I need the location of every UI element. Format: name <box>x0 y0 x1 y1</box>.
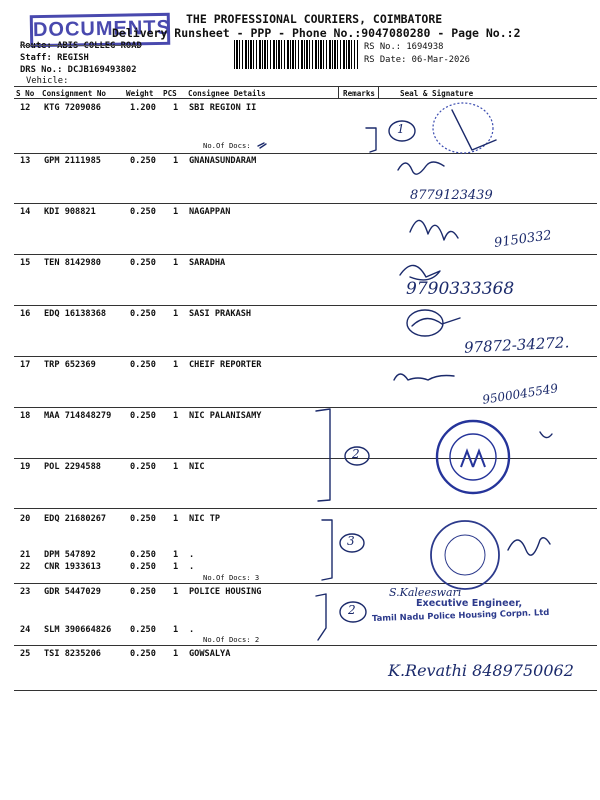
row-sno: 12 <box>20 103 31 113</box>
col-pcs: PCS <box>163 89 177 98</box>
signature-stroke <box>452 110 496 150</box>
row-consignment: EDQ 21680267 <box>44 514 107 524</box>
row-consignment: TSI 8235206 <box>44 649 101 659</box>
tick-mark <box>258 143 266 148</box>
row-consignee: NIC PALANISAMY <box>189 411 262 421</box>
signature-name: S.Kaleeswari <box>389 586 462 599</box>
row-weight: 0.250 <box>130 156 156 166</box>
row-consignee: . <box>189 550 195 560</box>
nic-seal-outer <box>437 421 509 493</box>
nic-seal-inner <box>450 434 496 480</box>
col-remarks: Remarks <box>343 89 376 98</box>
row-weight: 0.250 <box>130 562 156 572</box>
phone-handwritten: 9790333368 <box>406 279 515 299</box>
signature-stroke <box>412 318 460 326</box>
row-consignee: GNANASUNDARAM <box>189 156 257 166</box>
remark-brace <box>322 520 332 580</box>
runsheet-title: Delivery Runsheet - PPP - Phone No.:9047080280 - Page No.:2 <box>112 26 521 40</box>
row-consignment: TEN 8142980 <box>44 258 101 268</box>
remark-number: 1 <box>397 122 405 136</box>
row-docs: No.Of Docs: 2 <box>203 635 260 644</box>
police-stamp-line2: Tamil Nadu Police Housing Corpn. Ltd <box>371 606 550 624</box>
row-weight: 0.250 <box>130 462 156 472</box>
remark-number: 2 <box>352 447 360 461</box>
col-consignee: Consignee Details <box>188 89 266 98</box>
row-weight: 0.250 <box>130 207 156 217</box>
row-consignee: GOWSALYA <box>189 649 231 659</box>
row-consignment: MAA 714848279 <box>44 411 112 421</box>
row-sno: 14 <box>20 207 31 217</box>
remark-number: 3 <box>347 534 355 548</box>
remark-number: 2 <box>348 603 356 617</box>
signature-loop <box>407 310 443 336</box>
row-pcs: 1 <box>173 258 179 268</box>
col-consignment: Consignment No <box>42 89 107 98</box>
row-consignment: GDR 5447029 <box>44 587 101 597</box>
row-docs: No.Of Docs: <box>203 141 251 150</box>
documents-stamp: DOCUMENTS <box>30 13 171 47</box>
signature-stroke <box>410 220 458 240</box>
row-sno: 16 <box>20 309 31 319</box>
signature-stroke <box>540 432 552 438</box>
nic-small-seal-inner <box>445 535 485 575</box>
row-consignment: CNR 1933613 <box>44 562 101 572</box>
row-consignee: CHEIF REPORTER <box>189 360 262 370</box>
row-consignment: KDI 908821 <box>44 207 96 217</box>
phone-handwritten: 97872-34272. <box>463 333 570 357</box>
row-sno: 13 <box>20 156 31 166</box>
row-consignment: POL 2294588 <box>44 462 101 472</box>
row-sno: 21 <box>20 550 31 560</box>
row-pcs: 1 <box>173 514 179 524</box>
row-consignment: KTG 7209086 <box>44 103 101 113</box>
row-pcs: 1 <box>173 207 179 217</box>
nic-seal-emblem <box>461 451 485 467</box>
row-pcs: 1 <box>173 562 179 572</box>
row-consignee: NAGAPPAN <box>189 207 231 217</box>
col-weight: Weight <box>126 89 154 98</box>
row-sno: 19 <box>20 462 31 472</box>
signature-stroke <box>394 374 454 380</box>
phone-handwritten: 9500045549 <box>481 381 559 407</box>
row-sno: 15 <box>20 258 31 268</box>
row-weight: 0.250 <box>130 550 156 560</box>
row-docs: No.Of Docs: 3 <box>203 573 260 582</box>
signature-stroke <box>508 538 550 555</box>
row-consignment: EDQ 16138368 <box>44 309 107 319</box>
drs-number: DRS No.: DCJB169493802 <box>20 65 137 75</box>
row-sno: 20 <box>20 514 31 524</box>
row-consignee: SBI REGION II <box>189 103 257 113</box>
row-pcs: 1 <box>173 649 179 659</box>
vehicle-label: Vehicle: <box>26 76 69 86</box>
col-sno: S No <box>16 89 35 98</box>
row-consignee: NIC <box>189 462 205 472</box>
signature-stroke <box>400 265 440 279</box>
row-consignee: NIC TP <box>189 514 221 524</box>
row-consignment: TRP 652369 <box>44 360 96 370</box>
row-consignment: SLM 390664826 <box>44 625 112 635</box>
remark-brace <box>316 409 330 501</box>
row-sno: 17 <box>20 360 31 370</box>
row-consignee: SARADHA <box>189 258 226 268</box>
phone-handwritten: 9150332 <box>493 228 553 251</box>
remark-brace <box>366 128 376 152</box>
row-weight: 0.250 <box>130 309 156 319</box>
row-weight: 0.250 <box>130 514 156 524</box>
row-pcs: 1 <box>173 309 179 319</box>
row-pcs: 1 <box>173 411 179 421</box>
row-weight: 0.250 <box>130 649 156 659</box>
row-consignee: . <box>189 625 195 635</box>
police-stamp-line1: Executive Engineer, <box>416 598 523 609</box>
row-pcs: 1 <box>173 587 179 597</box>
row-sno: 23 <box>20 587 31 597</box>
row-weight: 0.250 <box>130 587 156 597</box>
row-consignment: DPM 547892 <box>44 550 96 560</box>
rs-date: RS Date: 06-Mar-2026 <box>364 55 470 65</box>
row-pcs: 1 <box>173 625 179 635</box>
row-weight: 0.250 <box>130 360 156 370</box>
row-sno: 24 <box>20 625 31 635</box>
row-sno: 25 <box>20 649 31 659</box>
row-sno: 22 <box>20 562 31 572</box>
row-weight: 0.250 <box>130 625 156 635</box>
row-weight: 1.200 <box>130 103 156 113</box>
row-consignee: SASI PRAKASH <box>189 309 252 319</box>
row-consignee: POLICE HOUSING <box>189 587 262 597</box>
row-pcs: 1 <box>173 156 179 166</box>
row-weight: 0.250 <box>130 258 156 268</box>
row-sno: 18 <box>20 411 31 421</box>
nic-small-seal-outer <box>431 521 499 589</box>
phone-handwritten: 8779123439 <box>410 188 493 203</box>
signature-stroke <box>398 162 444 174</box>
row-pcs: 1 <box>173 550 179 560</box>
staff-label: Staff: REGISH <box>20 53 89 63</box>
row-pcs: 1 <box>173 360 179 370</box>
company-name: THE PROFESSIONAL COURIERS, COIMBATORE <box>186 12 443 26</box>
row-weight: 0.250 <box>130 411 156 421</box>
row-pcs: 1 <box>173 103 179 113</box>
col-seal-signature: Seal & Signature <box>400 89 474 98</box>
row-consignment: GPM 2111985 <box>44 156 101 166</box>
row-consignee: . <box>189 562 195 572</box>
row-pcs: 1 <box>173 462 179 472</box>
remark-brace <box>316 594 326 640</box>
rs-number: RS No.: 1694938 <box>364 42 444 52</box>
signature-phone: K.Revathi 8489750062 <box>388 661 574 680</box>
route-label: Route: ABIS COLLEG ROAD <box>20 41 142 51</box>
